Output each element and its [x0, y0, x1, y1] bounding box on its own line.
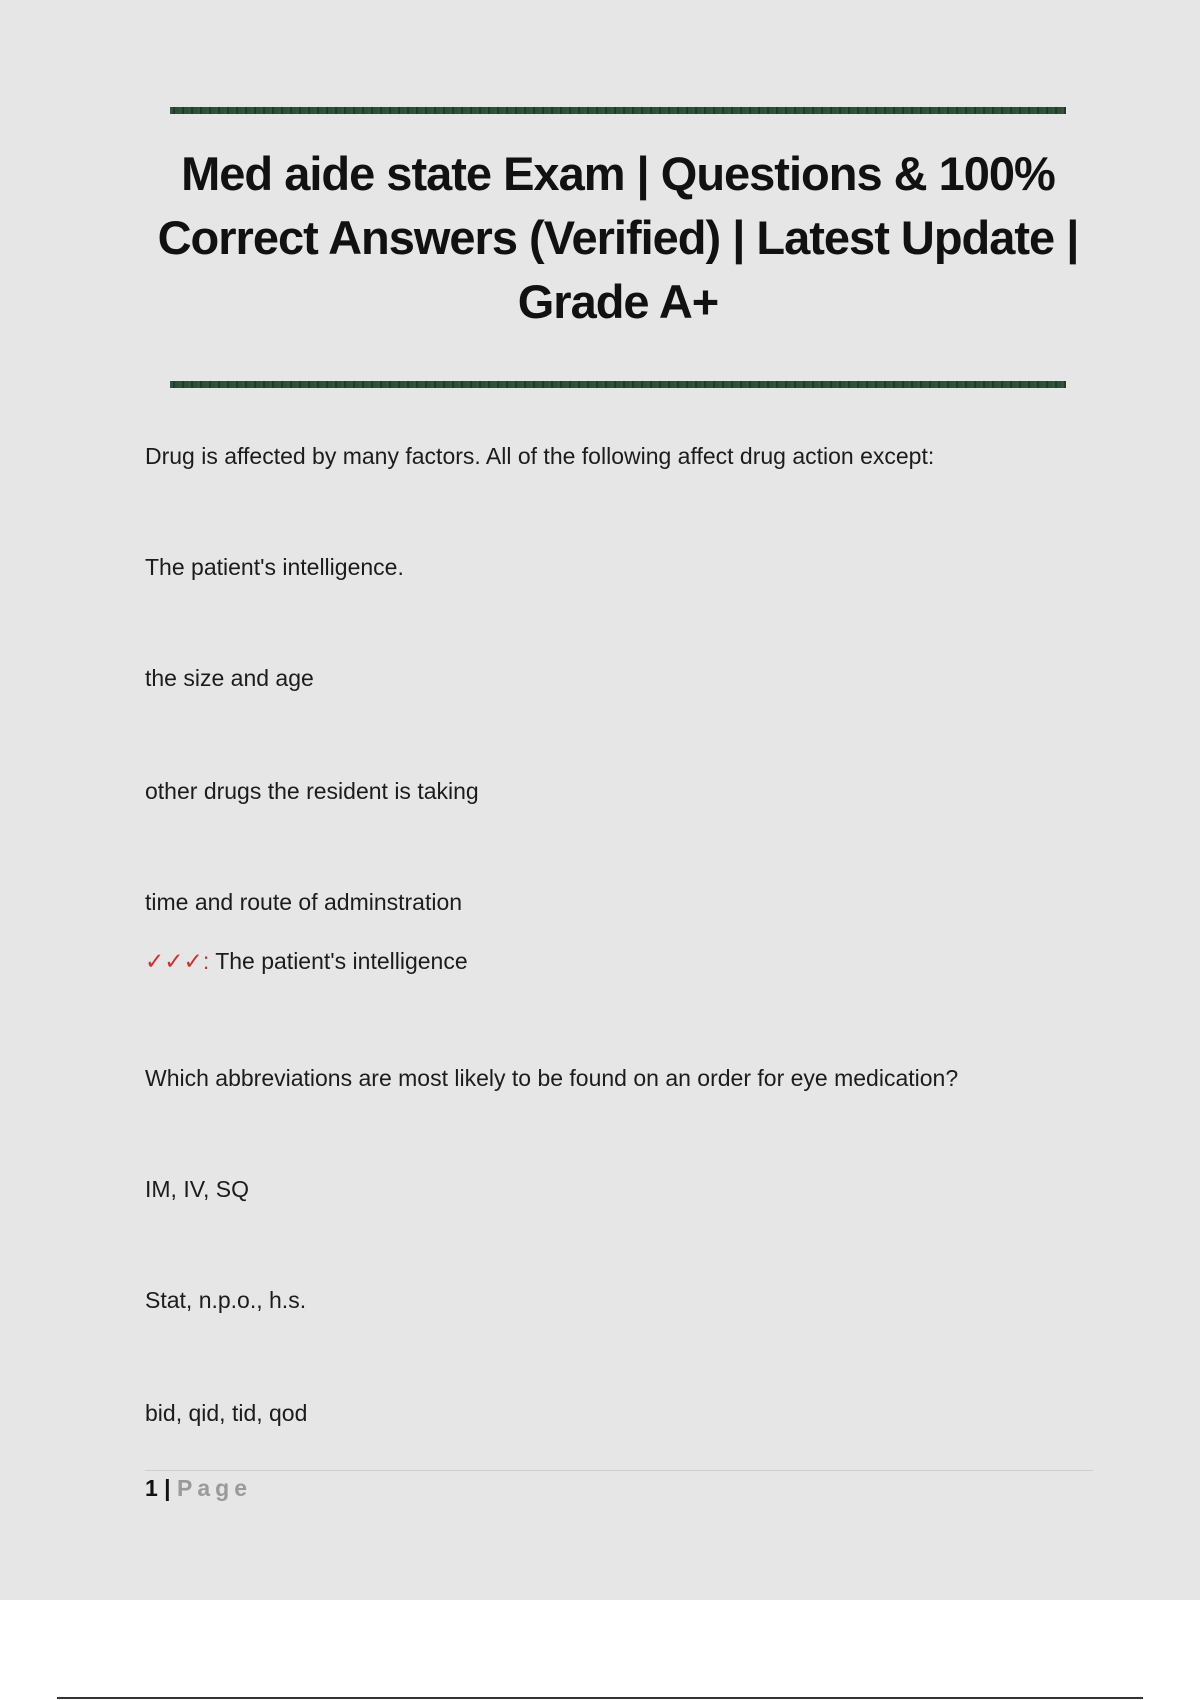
question-1-text: Drug is affected by many factors. All of the following affect drug action except: — [145, 443, 935, 469]
page-separator: | — [157, 1475, 178, 1501]
page-number: 1 — [145, 1475, 158, 1501]
question-1-answer-text: The patient's intelligence — [209, 948, 468, 974]
footer-rule — [145, 1470, 1093, 1471]
page-footer — [145, 1474, 252, 1502]
question-1-option-4: time and route of adminstration — [145, 889, 463, 915]
document-title: Med aide state Exam | Questions & 100% Correct Answers (Verified) | Latest Update | Grade A+ — [157, 147, 1079, 328]
question-1-option-3: other drugs the resident is taking — [145, 778, 479, 804]
title-top-rule — [170, 107, 1066, 114]
question-1-answer — [145, 947, 468, 975]
question-2-option-3: bid, qid, tid, qod — [145, 1400, 308, 1426]
question-1-option-2: the size and age — [145, 665, 314, 691]
checkmark-icon: ✓✓✓: — [145, 948, 210, 974]
next-page-top-rule — [57, 1697, 1143, 1699]
question-2-text: Which abbreviations are most likely to be found on an order for eye medication? — [145, 1065, 959, 1091]
question-2-option-2: Stat, n.p.o., h.s. — [145, 1287, 307, 1313]
question-1-option-1: The patient's intelligence. — [145, 554, 404, 580]
question-2-option-1: IM, IV, SQ — [145, 1176, 249, 1202]
page-label: Page — [177, 1475, 252, 1501]
title-bottom-rule — [170, 381, 1066, 388]
